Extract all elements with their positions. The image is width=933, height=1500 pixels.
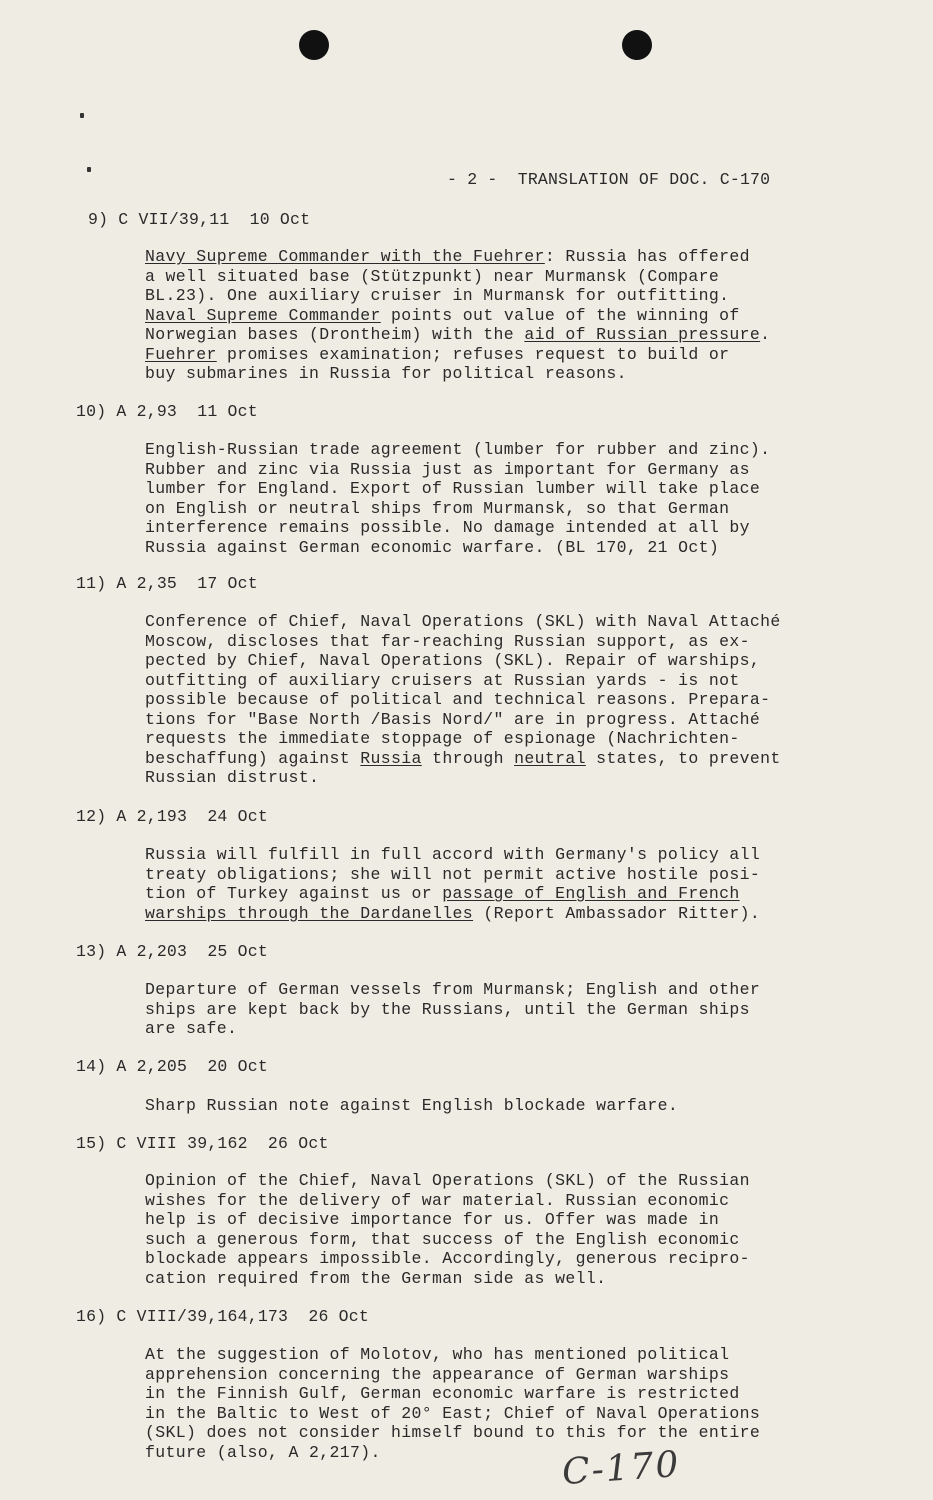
page-header: - 2 - TRANSLATION OF DOC. C-170 bbox=[447, 170, 771, 189]
punch-hole-left bbox=[299, 30, 329, 60]
entry-heading: 10) A 2,93 11 Oct bbox=[76, 402, 258, 421]
entry-heading: 9) C VII/39,11 10 Oct bbox=[88, 210, 311, 229]
entry-body: Navy Supreme Commander with the Fuehrer: Russia has offered a well situated base (Stützpunkt) near Murmansk (Compare BL.23). One auxiliary cruiser in Murmansk for outfitting. Naval Supreme Commander points out value of the winning of Norwegian bases (Drontheim) with the aid of Russian pressure. Fuehrer promises examination; refuses request to build or buy submarines in Russia for political reasons. bbox=[145, 247, 771, 383]
entry-heading: 16) C VIII/39,164,173 26 Oct bbox=[76, 1307, 369, 1326]
paper-speck bbox=[80, 113, 84, 118]
paper-speck bbox=[87, 167, 91, 172]
entry-heading: 14) A 2,205 20 Oct bbox=[76, 1057, 268, 1076]
entry-heading: 11) A 2,35 17 Oct bbox=[76, 574, 258, 593]
entry-body: Sharp Russian note against English blockade warfare. bbox=[145, 1096, 679, 1115]
entry-body: At the suggestion of Molotov, who has mentioned political apprehension concerning the appearance of German warships in the Finnish Gulf, German economic warfare is restricted in the Baltic to West of 20° East; Chief of Naval Operations (SKL) does not consider himself bound to this for the entire future (also, A 2,217). bbox=[145, 1345, 761, 1462]
entry-body: English-Russian trade agreement (lumber for rubber and zinc). Rubber and zinc via Russia just as important for Germany as lumber for England. Export of Russian lumber will take place on English or neutral ships from Murmansk, so that German interference remains possible. No damage intended at all by Russia against German economic warfare. (BL 170, 21 Oct) bbox=[145, 440, 771, 557]
entry-body: Russia will fulfill in full accord with Germany's policy all treaty obligations; she will not permit active hostile posi- tion of Turkey against us or passage of English and French warships through the Dardanelles (Report Ambassador Ritter). bbox=[145, 845, 761, 923]
entry-body: Conference of Chief, Naval Operations (SKL) with Naval Attaché Moscow, discloses that far-reaching Russian support, as ex- pected by Chief, Naval Operations (SKL). Repair of warships, outfitting of auxiliary cruisers at Russian yards - is not possible because of political and technical reasons. Prepara- tions for "Base North /Basis Nord/" are in progress. Attaché requests the immediate stoppage of espionage (Nachrichten- beschaffung) against Russia through neutral states, to prevent Russian distrust. bbox=[145, 612, 781, 787]
entry-body: Opinion of the Chief, Naval Operations (SKL) of the Russian wishes for the delivery of war material. Russian economic help is of decisive importance for us. Offer was made in such a generous form, that success of the English economic blockade appears impossible. Accordingly, generous recipro- cation required from the German side as well. bbox=[145, 1171, 750, 1288]
entry-body: Departure of German vessels from Murmansk; English and other ships are kept back by the Russians, until the German ships are safe. bbox=[145, 980, 761, 1038]
punch-hole-right bbox=[622, 30, 652, 60]
entry-heading: 12) A 2,193 24 Oct bbox=[76, 807, 268, 826]
handwritten-doc-number: C-170 bbox=[560, 1443, 682, 1494]
entry-heading: 15) C VIII 39,162 26 Oct bbox=[76, 1134, 329, 1153]
entry-heading: 13) A 2,203 25 Oct bbox=[76, 942, 268, 961]
